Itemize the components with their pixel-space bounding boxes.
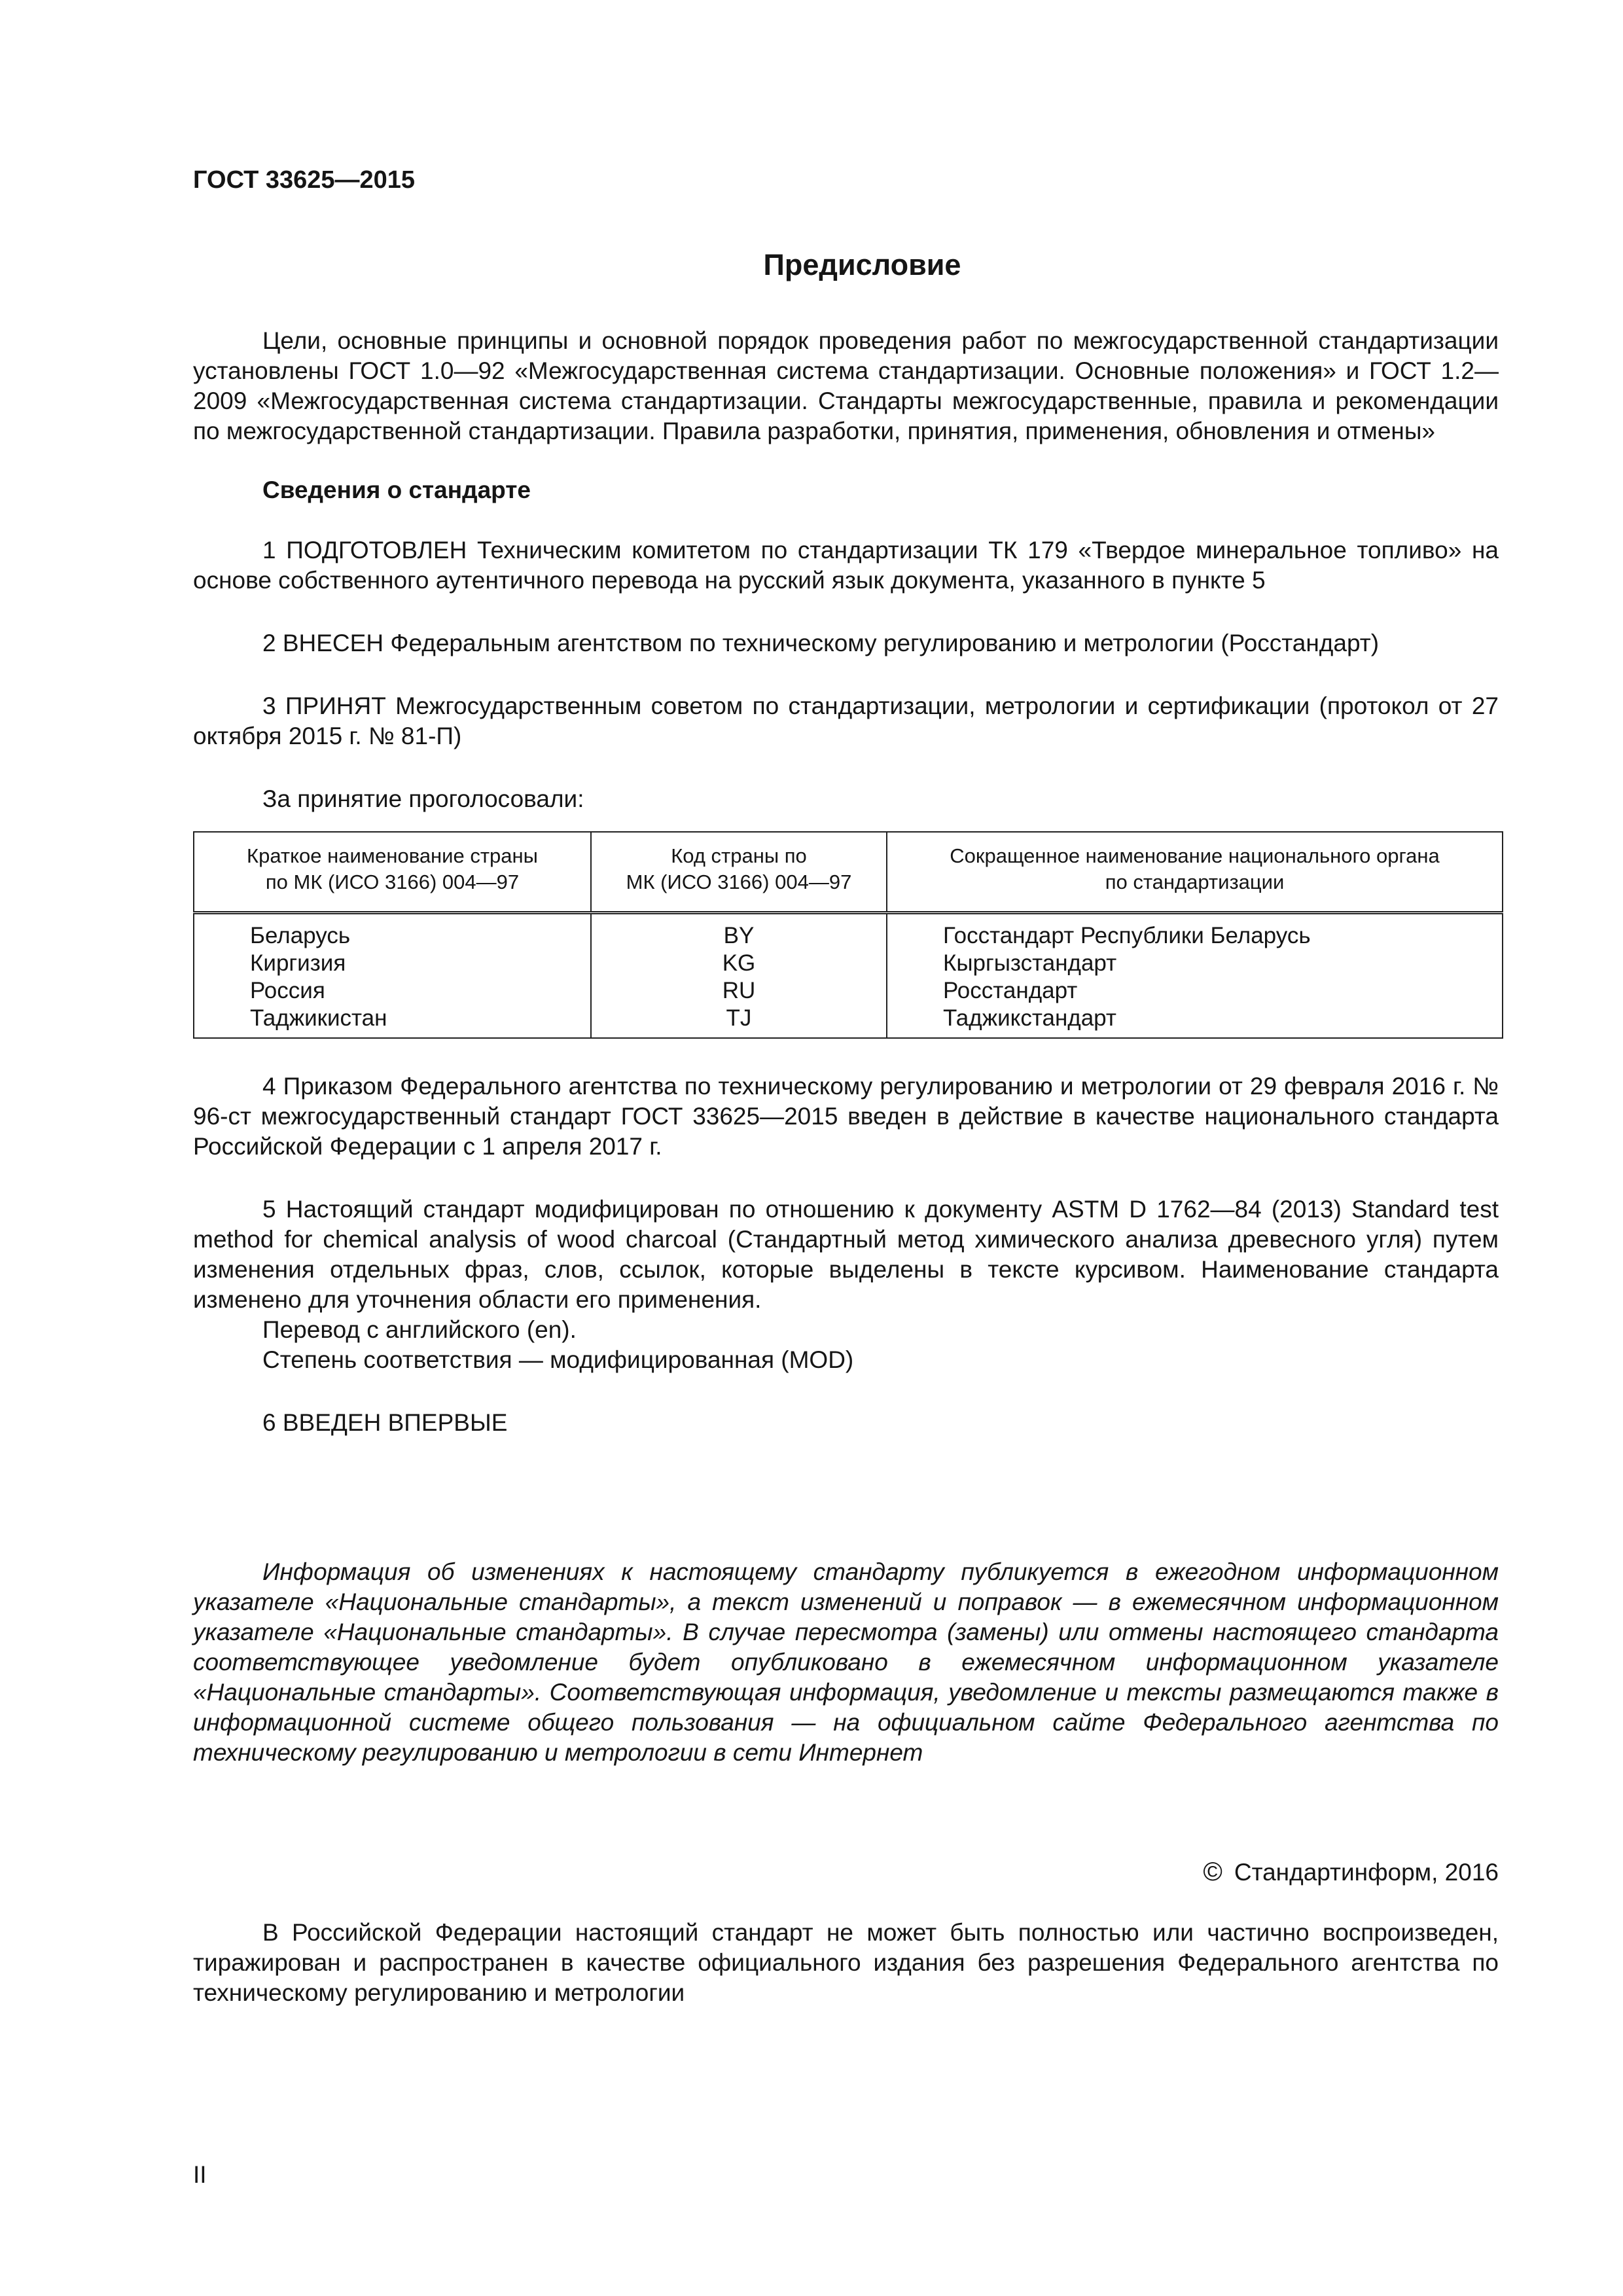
item-5-translation: Перевод с английского (en). (262, 1316, 577, 1343)
cell-country: Беларусь (194, 913, 591, 950)
vote-intro: За принятие проголосовали: (262, 785, 584, 812)
copyright-line (193, 1857, 1499, 1888)
intro-paragraph: Цели, основные принципы и основной порядок проведения работ по межгосударственной стандартизации установлены ГОСТ 1.0—92 «Межгосударственная система стандартизации. Основные положения» и ГОСТ 1.2—2009 «Межгосударственная система стандартизации. Стандарты межгосударственные, правила и рекомендации по межгосударственной стандартизации. Правила разработки, принятия, применения, обновления и отмены» (193, 327, 1499, 444)
cell-body: Госстандарт Республики Беларусь (887, 913, 1503, 950)
column-header-country (194, 832, 591, 913)
column-header-code (591, 832, 887, 913)
reproduction-restriction: В Российской Федерации настоящий стандарт не может быть полностью или частично воспроизведен, тиражирован и распространен в качестве официального издания без разрешения Федерального агентства по техническому регулированию и метрологии (193, 1919, 1499, 2006)
copyright-symbol: © (1203, 1857, 1222, 1886)
page-number: II (193, 2161, 207, 2188)
item-6-first-introduced: 6 ВВЕДЕН ВПЕРВЫЕ (262, 1409, 508, 1436)
changes-notice: Информация об изменениях к настоящему стандарту публикуется в ежегодном информационном указателе «Национальные стандарты», а текст изменений и поправок — в ежемесячном информационном указателе «Национальные стандарты». В случае пересмотра (замены) или отмены настоящего стандарта соответствующее уведомление будет опубликовано в ежемесячном информационном указателе «Национальные стандарты». Соответствующая информация, уведомление и тексты размещаются также в информационной системе общего пользования — на официальном сайте Федерального агентства по техническому регулированию и метрологии в сети Интернет (193, 1558, 1499, 1766)
cell-country: Россия (194, 977, 591, 1005)
table-row (194, 950, 1503, 977)
item-5-modification: 5 Настоящий стандарт модифицирован по отношению к документу ASTM D 1762—84 (2013) Standard test method for chemical analysis of wood charcoal (Стандартный метод химического анализа древесного угля) путем изменения отдельных фраз, слов, ссылок, которые выделены в тексте курсивом. Наименование стандарта изменено для уточнения области его применения. (193, 1196, 1499, 1313)
table-row (194, 1005, 1503, 1038)
column-header-country-line1: Краткое наименование страны (247, 844, 538, 867)
column-header-code-line1: Код страны по (671, 844, 807, 867)
cell-code: RU (591, 977, 887, 1005)
cell-country: Киргизия (194, 950, 591, 977)
table-row (194, 913, 1503, 950)
section-heading: Сведения о стандарте (262, 476, 531, 503)
column-header-body-line1: Сокращенное наименование национального органа (950, 844, 1440, 867)
cell-country: Таджикистан (194, 1005, 591, 1038)
cell-code: KG (591, 950, 887, 977)
item-3-adopted: 3 ПРИНЯТ Межгосударственным советом по стандартизации, метрологии и сертификации (протокол от 27 октября 2015 г. № 81-П) (193, 692, 1499, 749)
item-5-degree: Степень соответствия — модифицированная (MOD) (262, 1346, 854, 1373)
cell-code: BY (591, 913, 887, 950)
item-4-order: 4 Приказом Федерального агентства по техническому регулированию и метрологии от 29 февраля 2016 г. № 96-ст межгосударственный стандарт ГОСТ 33625—2015 введен в действие в качестве национального стандарта Российской Федерации с 1 апреля 2017 г. (193, 1073, 1499, 1160)
cell-code: TJ (591, 1005, 887, 1038)
cell-body: Кыргызстандарт (887, 950, 1503, 977)
page-title: Предисловие (763, 248, 961, 281)
cell-body: Таджикстандарт (887, 1005, 1503, 1038)
item-1-prepared: 1 ПОДГОТОВЛЕН Техническим комитетом по стандартизации ТК 179 «Твердое минеральное топливо» на основе собственного аутентичного перевода на русский язык документа, указанного в пункте 5 (193, 537, 1499, 594)
column-header-body-line2: по стандартизации (1105, 870, 1285, 893)
copyright-text: Стандартинформ, 2016 (1234, 1859, 1499, 1886)
cell-body: Росстандарт (887, 977, 1503, 1005)
table-header-row (194, 832, 1503, 913)
document-code: ГОСТ 33625—2015 (193, 166, 416, 194)
table-row (194, 977, 1503, 1005)
column-header-country-line2: по МК (ИСО 3166) 004—97 (265, 870, 520, 893)
voting-table (193, 831, 1503, 1039)
column-header-body (887, 832, 1503, 913)
column-header-code-line2: МК (ИСО 3166) 004—97 (626, 870, 852, 893)
item-2-introduced: 2 ВНЕСЕН Федеральным агентством по техническому регулированию и метрологии (Росстандарт) (262, 630, 1380, 656)
